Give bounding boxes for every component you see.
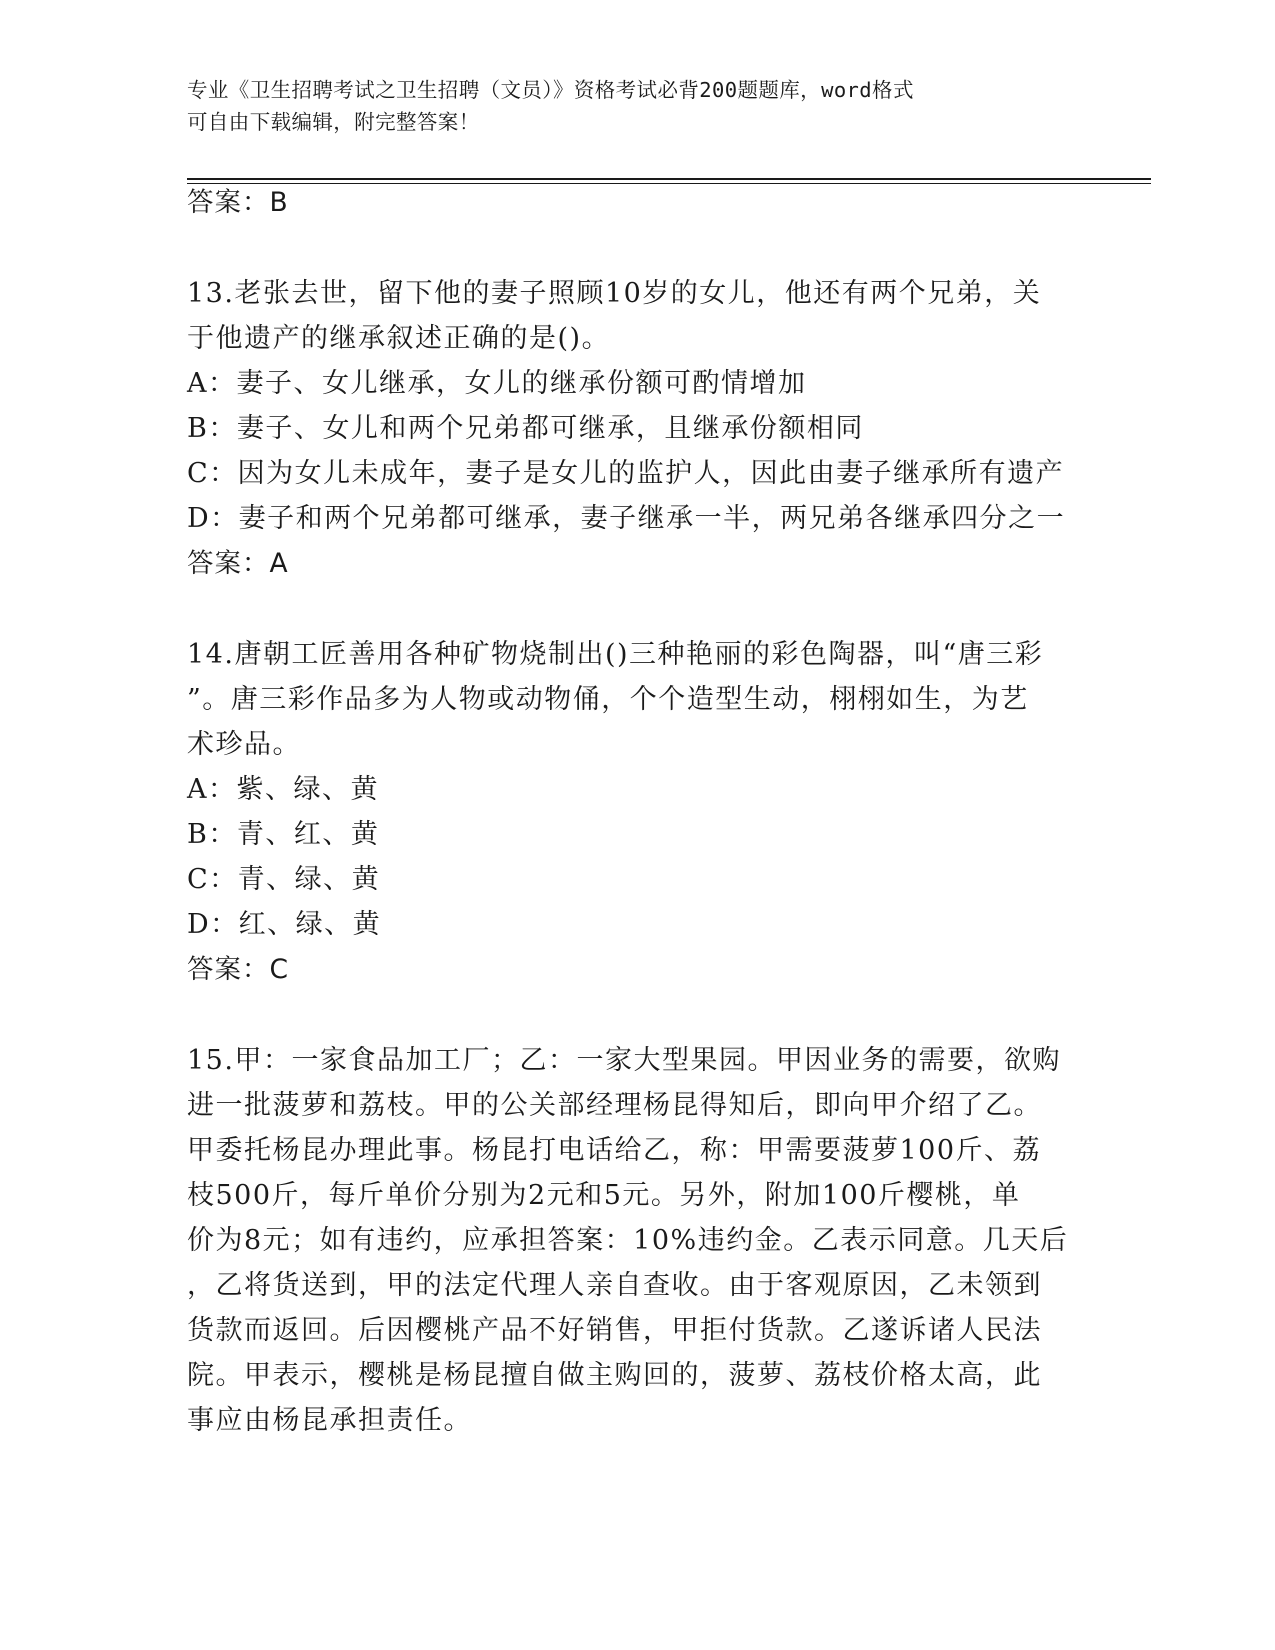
question-15-stem-line-6: ，乙将货送到，甲的法定代理人亲自查收。由于客观原因，乙未领到 [187, 1270, 1042, 1301]
question-13-stem-line-1: 13.老张去世，留下他的妻子照顾10岁的女儿，他还有两个兄弟，关 [187, 278, 1042, 309]
question-14-option-c: C：青、绿、黄 [187, 864, 381, 895]
question-15-stem-line-8: 院。甲表示，樱桃是杨昆擅自做主购回的，菠萝、荔枝价格太高，此 [187, 1360, 1042, 1391]
answer-q14: 答案：C [187, 954, 290, 985]
question-13-stem-line-2: 于他遗产的继承叙述正确的是()。 [187, 323, 611, 354]
question-15-stem-line-1: 15.甲：一家食品加工厂；乙：一家大型果园。甲因业务的需要，欲购 [187, 1045, 1061, 1076]
question-14-stem-line-2: ”。唐三彩作品多为人物或动物俑，个个造型生动，栩栩如生，为艺 [187, 684, 1029, 715]
question-14-stem-line-3: 术珍品。 [187, 729, 301, 760]
document-header [187, 74, 1057, 138]
question-15-stem-line-3: 甲委托杨昆办理此事。杨昆打电话给乙，称：甲需要菠萝100斤、荔 [187, 1135, 1042, 1166]
question-14-option-a: A：紫、绿、黄 [187, 774, 379, 805]
document-body [187, 180, 1087, 1443]
question-15-stem-line-9: 事应由杨昆承担责任。 [187, 1405, 472, 1436]
question-15-stem-line-5: 价为8元；如有违约，应承担答案：10%违约金。乙表示同意。几天后 [187, 1225, 1069, 1256]
question-13-option-d: D：妻子和两个兄弟都可继承，妻子继承一半，两兄弟各继承四分之一 [187, 503, 1066, 534]
question-15-stem-line-7: 货款而返回。后因樱桃产品不好销售，甲拒付货款。乙遂诉诸人民法 [187, 1315, 1042, 1346]
question-14 [187, 632, 1087, 992]
question-15 [187, 1038, 1087, 1443]
question-13-option-c: C：因为女儿未成年，妻子是女儿的监护人，因此由妻子继承所有遗产 [187, 458, 1065, 489]
answer-q12: 答案：B [187, 187, 289, 218]
header-title-line-2: 可自由下载编辑，附完整答案！ [187, 110, 480, 134]
question-14-option-b: B：青、红、黄 [187, 819, 380, 850]
header-title-line-1: 专业《卫生招聘考试之卫生招聘（文员）》资格考试必背200题题库，word格式 [187, 78, 914, 102]
question-14-stem-line-1: 14.唐朝工匠善用各种矿物烧制出()三种艳丽的彩色陶器，叫“唐三彩 [187, 639, 1044, 670]
question-15-stem-line-2: 进一批菠萝和荔枝。甲的公关部经理杨昆得知后，即向甲介绍了乙。 [187, 1090, 1042, 1121]
question-15-stem-line-4: 枝500斤，每斤单价分别为2元和5元。另外，附加100斤樱桃，单 [187, 1180, 1021, 1211]
answer-q13: 答案：A [187, 548, 289, 579]
question-13 [187, 271, 1087, 586]
question-13-option-b: B：妻子、女儿和两个兄弟都可继承，且继承份额相同 [187, 413, 864, 444]
question-14-option-d: D：红、绿、黄 [187, 909, 382, 940]
question-13-option-a: A：妻子、女儿继承，女儿的继承份额可酌情增加 [187, 368, 807, 399]
